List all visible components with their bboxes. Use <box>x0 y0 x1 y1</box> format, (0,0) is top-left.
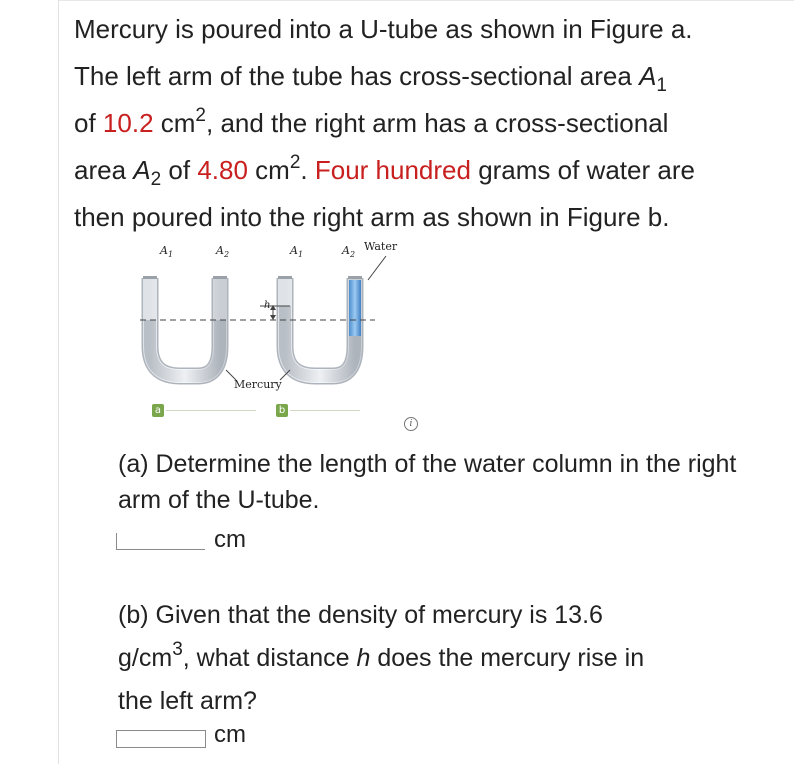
label-mercury: Mercury <box>234 378 282 391</box>
intro-line-5: then poured into the right arm as shown in Figure b. <box>74 202 670 232</box>
symbol-A2: A <box>133 155 151 185</box>
question-b-line-1: (b) Given that the density of mercury is 13.6 <box>118 601 603 629</box>
label-A2-b: $A_2$ <box>342 244 356 259</box>
question-a: (a) Determine the length of the water column in the right arm of the U-tube. <box>118 450 737 514</box>
frame-top-border <box>58 0 794 1</box>
unit-cm: cm <box>153 108 196 138</box>
area-word: area <box>74 155 134 185</box>
answer-a-unit: cm <box>214 526 246 553</box>
of-mid: of <box>161 155 198 185</box>
label-water: Water <box>364 240 398 253</box>
figure-a-divider <box>166 410 256 411</box>
figure-b-divider <box>290 410 360 411</box>
question-b-line-2-end: does the mercury rise in <box>370 644 645 672</box>
exponent-2b: 2 <box>289 152 301 173</box>
intro-line-1: Mercury is poured into a U-tube as shown in Figure a. <box>74 14 693 44</box>
water-column <box>349 280 361 336</box>
subscript-2: 2 <box>150 169 162 190</box>
label-h: h <box>264 300 271 311</box>
symbol-A1: A <box>639 61 657 91</box>
area1-value: 10.2 <box>102 108 154 138</box>
water-leader <box>368 256 386 280</box>
water-mass: Four hundred <box>314 155 471 185</box>
figure-a-tube <box>143 276 227 376</box>
problem-statement <box>74 6 786 241</box>
figure-a-badge: a <box>152 404 164 417</box>
info-icon[interactable]: i <box>404 417 418 431</box>
label-A1-b: $A_1$ <box>290 244 304 259</box>
question-b-unit: g/cm <box>118 644 173 672</box>
intro-line-3: , and the right arm has a cross-sectional <box>206 108 669 138</box>
answer-b-input[interactable] <box>116 730 206 748</box>
question-b-exponent: 3 <box>172 639 183 660</box>
answer-a-input[interactable] <box>116 533 205 550</box>
label-A1-a: $A_1$ <box>160 244 174 259</box>
question-b-line-3: the left arm? <box>118 687 257 715</box>
answer-b-unit: cm <box>214 721 246 748</box>
question-b <box>118 594 778 723</box>
question-b-symbol-h: h <box>356 644 371 672</box>
exponent-2: 2 <box>195 105 206 126</box>
subscript-1: 1 <box>656 75 667 96</box>
label-A2-a: $A_2$ <box>216 244 230 259</box>
intro-line-4: grams of water are <box>470 155 695 185</box>
unit-cm-2: cm <box>247 155 290 185</box>
intro-line-2: The left arm of the tube has cross-sectional area <box>74 61 640 91</box>
question-b-line-2: , what distance <box>182 644 357 672</box>
area2-value: 4.80 <box>197 155 248 185</box>
figure-b-tube <box>278 276 362 376</box>
of-text: of <box>74 108 103 138</box>
period: . <box>300 155 315 185</box>
frame-left-border <box>58 0 59 764</box>
figure-b-badge: b <box>276 404 288 417</box>
